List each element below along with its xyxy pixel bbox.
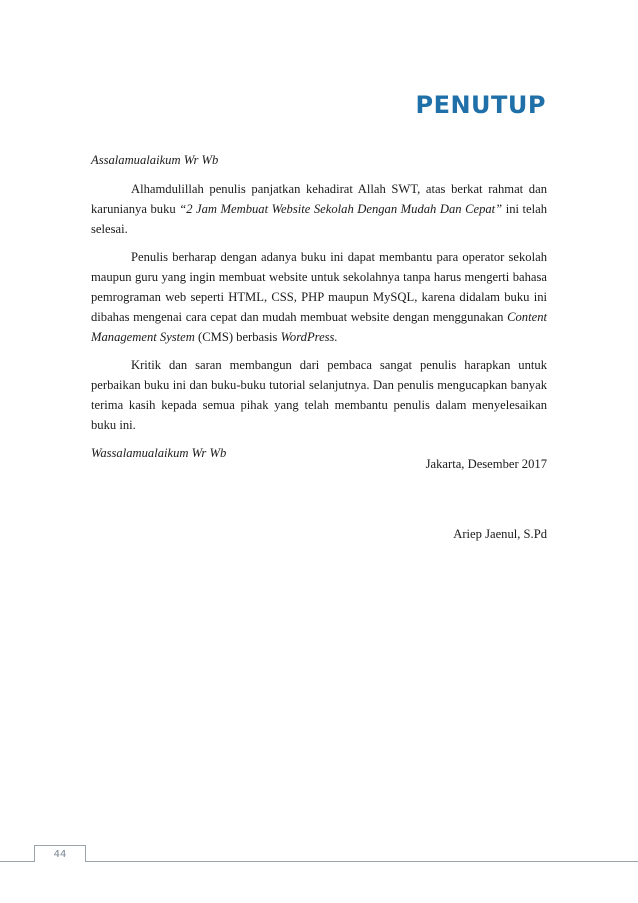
footer-divider [0, 861, 638, 862]
paragraph-2 [91, 247, 547, 347]
greeting-line: Assalamualaikum Wr Wb [91, 153, 219, 167]
paragraph-1 [91, 179, 547, 239]
closing-body [91, 150, 547, 471]
wordpress-term: WordPress. [280, 330, 338, 344]
paragraph-2-text-a: Penulis berharap dengan adanya buku ini dapat membantu para operator sekolah maupun guru yang ingin membuat website untuk sekolahnya tanpa harus mengerti bahasa pemrograman web seperti HTML, CSS, PHP maupun MySQL, karena didalam buku ini dibahas mengenai cara cepat dan mudah membuat website dengan menggunakan [91, 250, 547, 324]
page-number: 44 [34, 845, 86, 862]
paragraph-1-text-a: Alhamdulillah penulis panjatkan kehadirat Allah SWT, atas berkat rahmat dan karunianya buku [91, 182, 547, 216]
signature-place-date: Jakarta, Desember 2017 [425, 457, 547, 471]
paragraph-2-text-b: (CMS) berbasis [194, 330, 281, 344]
closing-line: Wassalamualaikum Wr Wb [91, 446, 227, 460]
book-title: “2 Jam Membuat Website Sekolah Dengan Mudah Dan Cepat” [179, 202, 503, 216]
paragraph-3: Kritik dan saran membangun dari pembaca sangat penulis harapkan untuk perbaikan buku ini dan buku-buku tutorial selanjutnya. Dan penulis mengucapkan banyak terima kasih kepada semua pihak yang telah membantu penulis dalam menyelesaikan buku ini. [91, 358, 547, 432]
page-title: PENUTUP [415, 91, 546, 119]
cms-term: Content Management System [91, 310, 547, 344]
signature-name: Ariep Jaenul, S.Pd [453, 527, 547, 541]
paragraph-1-text-b: ini telah selesai. [91, 202, 547, 236]
